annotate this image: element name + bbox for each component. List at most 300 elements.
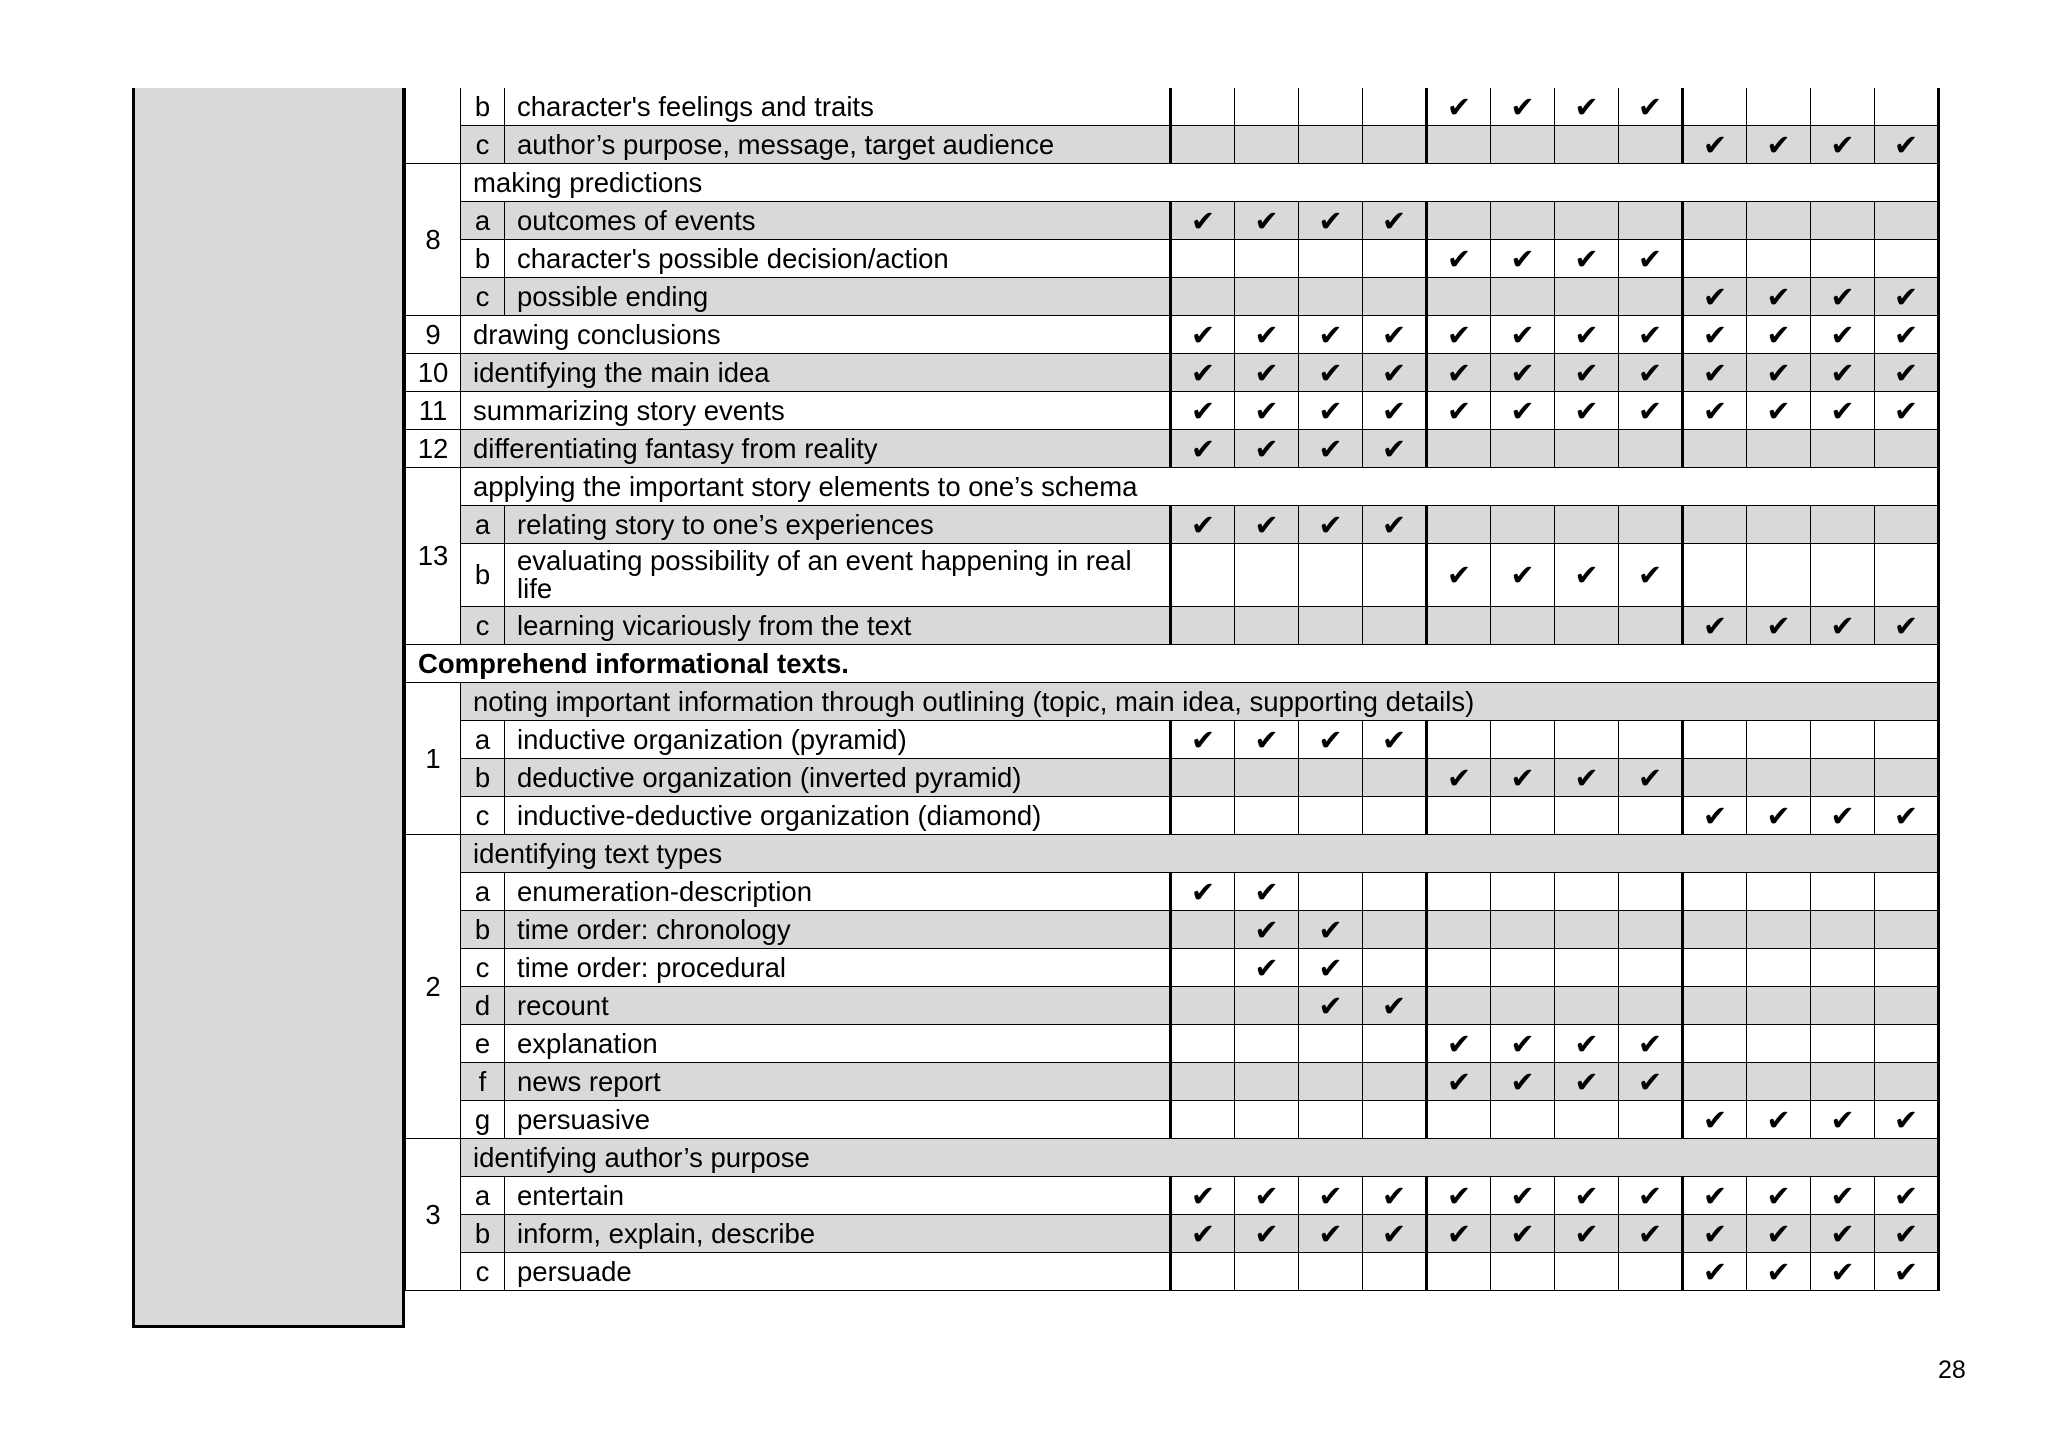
table-row	[405, 987, 1939, 1025]
table-row	[405, 126, 1939, 164]
check-cell	[1235, 1215, 1299, 1253]
check-cell	[1811, 1101, 1875, 1139]
check-cell	[1171, 797, 1235, 835]
check-cell	[1555, 202, 1619, 240]
check-cell	[1427, 392, 1491, 430]
check-cell	[1811, 430, 1875, 468]
check-cell	[1875, 911, 1939, 949]
check-cell	[1235, 354, 1299, 392]
check-cell	[1683, 607, 1747, 645]
item-description: deductive organization (inverted pyramid)	[505, 759, 1171, 797]
check-cell	[1875, 949, 1939, 987]
table-row	[405, 1253, 1939, 1291]
check-cell	[1875, 1063, 1939, 1101]
item-number: 8	[405, 164, 461, 316]
check-cell	[1427, 1215, 1491, 1253]
check-cell	[1491, 202, 1555, 240]
group-label: identifying text types	[461, 835, 1939, 873]
check-cell	[1171, 949, 1235, 987]
check-cell	[1299, 607, 1363, 645]
table-row	[405, 911, 1939, 949]
check-icon: ✔	[1830, 317, 1855, 352]
check-icon: ✔	[1830, 608, 1855, 643]
check-cell	[1875, 1177, 1939, 1215]
check-cell	[1555, 721, 1619, 759]
check-cell	[1491, 949, 1555, 987]
check-cell	[1427, 202, 1491, 240]
group-label: identifying author’s purpose	[461, 1139, 1939, 1177]
check-cell	[1427, 607, 1491, 645]
check-cell	[1683, 759, 1747, 797]
check-cell	[1555, 873, 1619, 911]
check-icon: ✔	[1574, 558, 1599, 592]
check-cell	[1683, 797, 1747, 835]
check-icon: ✔	[1702, 1102, 1728, 1137]
check-icon: ✔	[1893, 317, 1919, 352]
check-cell	[1299, 1215, 1363, 1253]
check-cell	[1427, 873, 1491, 911]
check-icon: ✔	[1510, 317, 1535, 352]
check-cell	[1235, 607, 1299, 645]
check-icon: ✔	[1766, 608, 1791, 643]
check-cell	[1555, 430, 1619, 468]
item-letter: a	[461, 506, 505, 544]
check-cell	[1555, 1101, 1619, 1139]
check-cell	[1683, 202, 1747, 240]
check-cell	[1299, 1253, 1363, 1291]
item-number: 1	[405, 683, 461, 835]
item-description: relating story to one’s experiences	[505, 506, 1171, 544]
table-row	[405, 607, 1939, 645]
check-cell	[1747, 1253, 1811, 1291]
check-cell	[1363, 873, 1427, 911]
table-row	[405, 164, 1939, 202]
check-cell	[1235, 949, 1299, 987]
check-icon: ✔	[1190, 317, 1216, 352]
item-number: 13	[405, 468, 461, 645]
check-icon: ✔	[1766, 355, 1791, 390]
check-cell	[1811, 949, 1875, 987]
check-cell	[1427, 1063, 1491, 1101]
check-icon: ✔	[1254, 1178, 1279, 1213]
check-cell	[1747, 202, 1811, 240]
check-cell	[1299, 1177, 1363, 1215]
check-icon: ✔	[1766, 127, 1791, 162]
check-cell	[1811, 1063, 1875, 1101]
check-icon: ✔	[1893, 355, 1919, 390]
check-icon: ✔	[1446, 558, 1472, 592]
check-cell	[1363, 721, 1427, 759]
check-cell	[1427, 721, 1491, 759]
check-icon: ✔	[1637, 393, 1663, 428]
check-cell	[1619, 721, 1683, 759]
check-cell	[1299, 544, 1363, 607]
check-cell	[1363, 911, 1427, 949]
group-label: applying the important story elements to one’s schema	[461, 468, 1939, 506]
table-row	[405, 1025, 1939, 1063]
check-cell	[1363, 392, 1427, 430]
check-icon: ✔	[1702, 608, 1728, 643]
check-cell	[1171, 721, 1235, 759]
item-letter: c	[461, 797, 505, 835]
check-cell	[1747, 1177, 1811, 1215]
check-cell	[1363, 1177, 1427, 1215]
check-cell	[1491, 797, 1555, 835]
item-description: drawing conclusions	[461, 316, 1171, 354]
check-icon: ✔	[1893, 393, 1919, 428]
check-cell	[1555, 354, 1619, 392]
item-description: persuasive	[505, 1101, 1171, 1139]
check-cell	[1427, 1025, 1491, 1063]
check-cell	[1875, 544, 1939, 607]
check-icon: ✔	[1510, 1064, 1535, 1099]
check-icon: ✔	[1893, 1102, 1919, 1137]
check-cell	[1811, 911, 1875, 949]
check-cell	[1811, 544, 1875, 607]
check-cell	[1555, 544, 1619, 607]
check-cell	[1747, 1063, 1811, 1101]
table-row	[405, 278, 1939, 316]
check-cell	[1619, 240, 1683, 278]
check-cell	[1619, 987, 1683, 1025]
check-cell	[1171, 202, 1235, 240]
check-cell	[1235, 721, 1299, 759]
item-letter: c	[461, 278, 505, 316]
item-letter: b	[461, 88, 505, 126]
check-cell	[1811, 392, 1875, 430]
table-row	[405, 468, 1939, 506]
check-icon: ✔	[1190, 722, 1216, 757]
check-cell	[1299, 721, 1363, 759]
check-cell	[1555, 759, 1619, 797]
check-icon: ✔	[1190, 203, 1216, 238]
check-icon: ✔	[1381, 1178, 1407, 1213]
check-cell	[1683, 392, 1747, 430]
check-icon: ✔	[1254, 874, 1279, 909]
check-icon: ✔	[1446, 355, 1472, 390]
item-letter: a	[461, 1177, 505, 1215]
check-cell	[1619, 1063, 1683, 1101]
check-cell	[1171, 759, 1235, 797]
check-cell	[1427, 987, 1491, 1025]
check-icon: ✔	[1381, 1216, 1407, 1251]
check-cell	[1171, 987, 1235, 1025]
check-cell	[1875, 126, 1939, 164]
check-icon: ✔	[1637, 558, 1663, 592]
check-icon: ✔	[1574, 1026, 1599, 1061]
check-icon: ✔	[1190, 393, 1216, 428]
check-cell	[1555, 1025, 1619, 1063]
check-cell	[1171, 607, 1235, 645]
check-cell	[1683, 987, 1747, 1025]
check-cell	[1619, 202, 1683, 240]
check-cell	[1427, 1177, 1491, 1215]
check-cell	[1811, 126, 1875, 164]
check-cell	[1171, 1025, 1235, 1063]
check-cell	[1299, 949, 1363, 987]
check-cell	[1875, 88, 1939, 126]
check-cell	[1811, 759, 1875, 797]
check-cell	[1875, 797, 1939, 835]
check-cell	[1363, 88, 1427, 126]
item-description: entertain	[505, 1177, 1171, 1215]
page-number: 28	[1938, 1356, 1966, 1384]
check-cell	[1619, 506, 1683, 544]
check-cell	[1491, 721, 1555, 759]
check-cell	[1491, 544, 1555, 607]
check-cell	[1299, 759, 1363, 797]
check-icon: ✔	[1318, 1216, 1343, 1251]
check-icon: ✔	[1574, 1216, 1599, 1251]
check-cell	[1683, 1101, 1747, 1139]
table-row	[405, 430, 1939, 468]
check-cell	[1683, 911, 1747, 949]
check-cell	[1363, 759, 1427, 797]
check-cell	[1555, 949, 1619, 987]
check-cell	[1811, 1177, 1875, 1215]
check-cell	[1747, 316, 1811, 354]
item-description: possible ending	[505, 278, 1171, 316]
check-icon: ✔	[1381, 988, 1407, 1023]
check-icon: ✔	[1318, 431, 1343, 466]
check-icon: ✔	[1766, 1216, 1791, 1251]
check-cell	[1811, 873, 1875, 911]
check-cell	[1171, 430, 1235, 468]
check-cell	[1235, 278, 1299, 316]
check-icon: ✔	[1254, 431, 1279, 466]
check-cell	[1875, 240, 1939, 278]
check-cell	[1747, 873, 1811, 911]
item-description: character's feelings and traits	[505, 88, 1171, 126]
check-cell	[1299, 430, 1363, 468]
check-cell	[1171, 1177, 1235, 1215]
check-cell	[1363, 430, 1427, 468]
check-icon: ✔	[1702, 1216, 1728, 1251]
check-cell	[1427, 88, 1491, 126]
check-icon: ✔	[1510, 1216, 1535, 1251]
check-icon: ✔	[1637, 1216, 1663, 1251]
check-icon: ✔	[1893, 127, 1919, 162]
check-cell	[1171, 873, 1235, 911]
check-cell	[1619, 126, 1683, 164]
check-cell	[1171, 126, 1235, 164]
check-cell	[1555, 1253, 1619, 1291]
check-cell	[1427, 126, 1491, 164]
check-cell	[1619, 1101, 1683, 1139]
item-number: 10	[405, 354, 461, 392]
item-number: 3	[405, 1139, 461, 1291]
check-icon: ✔	[1254, 507, 1279, 542]
check-cell	[1683, 430, 1747, 468]
check-cell	[1299, 316, 1363, 354]
check-icon: ✔	[1446, 1026, 1472, 1061]
check-cell	[1427, 949, 1491, 987]
check-cell	[1363, 202, 1427, 240]
check-icon: ✔	[1254, 355, 1279, 390]
check-cell	[1235, 430, 1299, 468]
table-row	[405, 544, 1939, 607]
check-cell	[1363, 278, 1427, 316]
check-icon: ✔	[1510, 558, 1535, 592]
check-cell	[1811, 240, 1875, 278]
check-icon: ✔	[1830, 1102, 1855, 1137]
item-letter: c	[461, 1253, 505, 1291]
item-description: time order: chronology	[505, 911, 1171, 949]
check-icon: ✔	[1830, 1254, 1855, 1289]
item-letter: a	[461, 873, 505, 911]
check-icon: ✔	[1510, 393, 1535, 428]
check-cell	[1747, 1101, 1811, 1139]
check-cell	[1747, 126, 1811, 164]
check-icon: ✔	[1637, 760, 1663, 795]
item-letter: d	[461, 987, 505, 1025]
check-icon: ✔	[1574, 1064, 1599, 1099]
check-cell	[1555, 126, 1619, 164]
check-cell	[1811, 1025, 1875, 1063]
check-cell	[1875, 759, 1939, 797]
check-icon: ✔	[1254, 393, 1279, 428]
check-cell	[1299, 987, 1363, 1025]
check-cell	[1747, 949, 1811, 987]
table-row	[405, 797, 1939, 835]
table-row	[405, 1139, 1939, 1177]
item-letter: g	[461, 1101, 505, 1139]
check-cell	[1619, 873, 1683, 911]
table-row	[405, 721, 1939, 759]
check-cell	[1683, 721, 1747, 759]
check-icon: ✔	[1893, 1254, 1919, 1289]
check-cell	[1875, 430, 1939, 468]
check-icon: ✔	[1446, 393, 1472, 428]
check-cell	[1235, 987, 1299, 1025]
check-cell	[1491, 1063, 1555, 1101]
check-icon: ✔	[1702, 393, 1728, 428]
table-row	[405, 835, 1939, 873]
check-cell	[1747, 911, 1811, 949]
check-cell	[1747, 430, 1811, 468]
check-cell	[1491, 1253, 1555, 1291]
check-icon: ✔	[1702, 1178, 1728, 1213]
check-cell	[1299, 873, 1363, 911]
check-icon: ✔	[1190, 874, 1216, 909]
check-cell	[1811, 987, 1875, 1025]
check-cell	[1555, 88, 1619, 126]
check-icon: ✔	[1381, 355, 1407, 390]
check-cell	[1747, 987, 1811, 1025]
check-cell	[1427, 278, 1491, 316]
check-cell	[1171, 1253, 1235, 1291]
check-cell	[1555, 911, 1619, 949]
check-cell	[1811, 1253, 1875, 1291]
check-icon: ✔	[1254, 722, 1279, 757]
check-icon: ✔	[1766, 1102, 1791, 1137]
check-cell	[1299, 797, 1363, 835]
check-cell	[1171, 240, 1235, 278]
check-icon: ✔	[1766, 1254, 1791, 1289]
check-icon: ✔	[1637, 317, 1663, 352]
check-cell	[1683, 240, 1747, 278]
check-cell	[1683, 126, 1747, 164]
check-cell	[1235, 1177, 1299, 1215]
item-description: news report	[505, 1063, 1171, 1101]
check-cell	[1811, 278, 1875, 316]
check-cell	[1363, 1063, 1427, 1101]
check-cell	[1683, 278, 1747, 316]
check-cell	[1811, 607, 1875, 645]
check-icon: ✔	[1637, 1064, 1663, 1099]
check-cell	[1875, 1253, 1939, 1291]
check-cell	[1171, 316, 1235, 354]
check-icon: ✔	[1510, 355, 1535, 390]
check-cell	[1683, 1253, 1747, 1291]
item-number	[405, 88, 461, 164]
check-cell	[1875, 278, 1939, 316]
check-cell	[1683, 544, 1747, 607]
check-cell	[1555, 797, 1619, 835]
check-icon: ✔	[1446, 241, 1472, 276]
check-icon: ✔	[1318, 722, 1343, 757]
check-icon: ✔	[1318, 1178, 1343, 1213]
check-icon: ✔	[1254, 912, 1279, 947]
check-icon: ✔	[1893, 279, 1919, 314]
check-cell	[1299, 506, 1363, 544]
check-cell	[1171, 88, 1235, 126]
check-icon: ✔	[1446, 317, 1472, 352]
item-letter: c	[461, 949, 505, 987]
check-cell	[1619, 797, 1683, 835]
check-cell	[1427, 1101, 1491, 1139]
check-cell	[1171, 278, 1235, 316]
check-cell	[1427, 759, 1491, 797]
check-cell	[1427, 506, 1491, 544]
check-cell	[1683, 949, 1747, 987]
table-row	[405, 354, 1939, 392]
check-cell	[1235, 392, 1299, 430]
item-description: recount	[505, 987, 1171, 1025]
check-cell	[1491, 987, 1555, 1025]
check-cell	[1235, 797, 1299, 835]
check-icon: ✔	[1574, 89, 1599, 124]
check-icon: ✔	[1254, 950, 1279, 985]
check-icon: ✔	[1766, 1178, 1791, 1213]
table-row	[405, 316, 1939, 354]
check-cell	[1363, 354, 1427, 392]
item-letter: c	[461, 607, 505, 645]
check-icon: ✔	[1830, 798, 1855, 833]
item-letter: c	[461, 126, 505, 164]
table-row	[405, 873, 1939, 911]
check-cell	[1747, 392, 1811, 430]
check-icon: ✔	[1190, 431, 1216, 466]
check-icon: ✔	[1381, 507, 1407, 542]
check-icon: ✔	[1510, 89, 1535, 124]
check-cell	[1491, 506, 1555, 544]
check-cell	[1427, 911, 1491, 949]
check-cell	[1363, 506, 1427, 544]
check-cell	[1875, 1215, 1939, 1253]
check-icon: ✔	[1830, 393, 1855, 428]
check-cell	[1683, 88, 1747, 126]
item-description: time order: procedural	[505, 949, 1171, 987]
check-cell	[1363, 949, 1427, 987]
check-cell	[1811, 202, 1875, 240]
check-cell	[1363, 126, 1427, 164]
check-icon: ✔	[1830, 1178, 1855, 1213]
check-cell	[1363, 1025, 1427, 1063]
item-number: 9	[405, 316, 461, 354]
check-cell	[1299, 1025, 1363, 1063]
check-cell	[1811, 506, 1875, 544]
